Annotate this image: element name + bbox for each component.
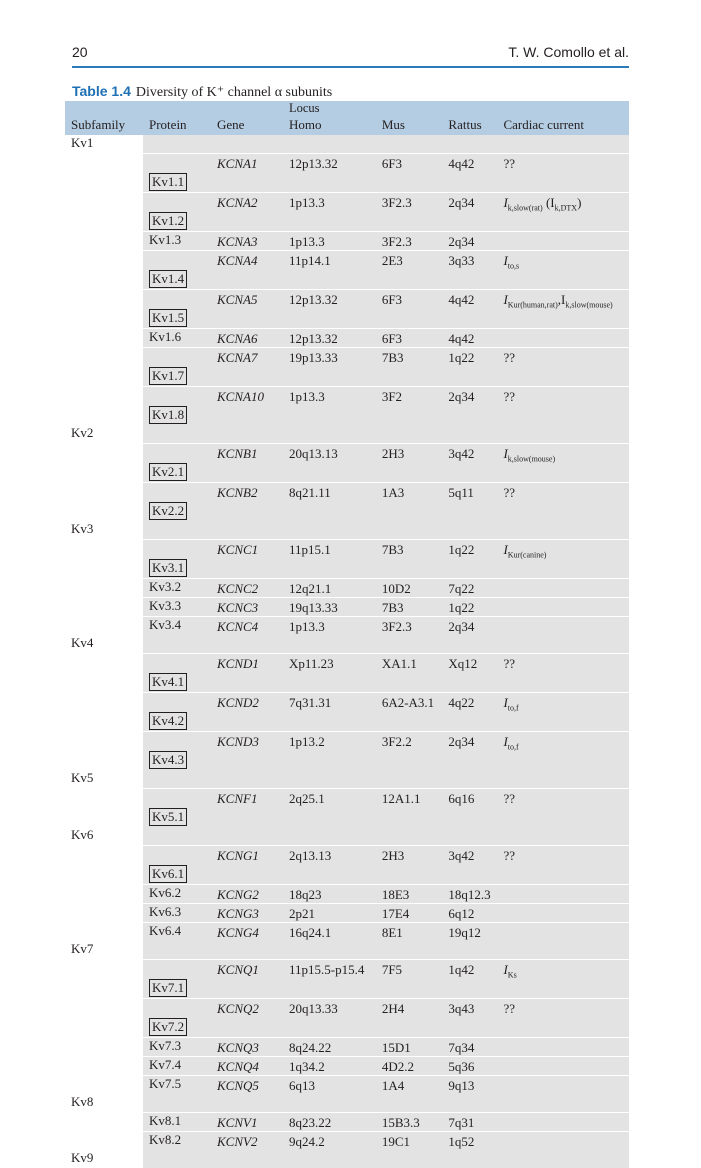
gene-symbol: KCNA5	[217, 292, 258, 307]
gene-symbol: KCNQ5	[217, 1078, 259, 1093]
mus-locus: XA1.1	[381, 656, 417, 671]
column-header: Homo	[283, 117, 376, 135]
cardiac-current	[497, 329, 629, 348]
protein-name: Kv1.4	[149, 270, 187, 288]
mus-locus: 6F3	[381, 292, 403, 307]
subfamily-label: Kv5	[65, 770, 143, 789]
gene-symbol: KCNA2	[217, 195, 258, 210]
gene-symbol: KCNA4	[217, 253, 258, 268]
gene-symbol: KCNG2	[217, 887, 259, 902]
rattus-locus: 4q42	[448, 292, 475, 307]
rattus-locus: 5q11	[448, 485, 474, 500]
table-row	[65, 923, 629, 942]
mus-locus: 19C1	[381, 1134, 410, 1149]
gene-symbol: KCNF1	[217, 791, 258, 806]
table-label: Table 1.4	[72, 83, 131, 99]
gene-symbol: KCNA10	[217, 389, 264, 404]
rattus-locus: 3q43	[448, 1001, 475, 1016]
gene-symbol: KCNC4	[217, 619, 259, 634]
rattus-locus: 2q34	[448, 234, 475, 249]
cardiac-current: $I_{Kur(canine)}$	[497, 540, 629, 579]
cardiac-current: ??	[497, 387, 629, 426]
table-row	[65, 885, 629, 904]
table-row	[65, 617, 629, 636]
subfamily-row	[65, 770, 629, 789]
protein-name: Kv1.8	[149, 406, 187, 424]
homo-locus: 1p13.3	[289, 195, 325, 210]
cardiac-current: $I_{k,slow(rat)}$ $(I_{k,DTX})$	[497, 193, 629, 232]
page-number: 20	[72, 44, 88, 60]
header-rule	[72, 66, 629, 68]
homo-locus: 9q24.2	[289, 1134, 325, 1149]
table-caption	[72, 83, 332, 101]
subfamily-row	[65, 135, 629, 154]
table-row	[65, 193, 629, 232]
protein-name: Kv5.1	[149, 808, 187, 826]
homo-locus: 1p13.3	[289, 389, 325, 404]
rattus-locus: 5q36	[448, 1059, 475, 1074]
mus-locus: 7B3	[381, 542, 404, 557]
page-header	[0, 0, 701, 70]
rattus-locus: 3q42	[448, 446, 475, 461]
homo-locus: 8q24.22	[289, 1040, 332, 1055]
mus-locus: 3F2.2	[381, 734, 412, 749]
homo-locus: 20q13.33	[289, 1001, 338, 1016]
gene-symbol: KCND1	[217, 656, 259, 671]
rattus-locus: 9q13	[448, 1078, 475, 1093]
cardiac-current	[497, 1057, 629, 1076]
cardiac-current: $I_{to,s}$	[497, 251, 629, 290]
gene-symbol: KCNA1	[217, 156, 258, 171]
rattus-locus: 2q34	[448, 734, 475, 749]
table-header-row	[65, 117, 629, 135]
protein-name: Kv1.6	[149, 329, 182, 344]
homo-locus: 8q23.22	[289, 1115, 332, 1130]
rattus-locus: 19q12	[448, 925, 481, 940]
cardiac-current	[497, 617, 629, 636]
mus-locus: 3F2.3	[381, 234, 412, 249]
gene-symbol: KCNQ3	[217, 1040, 259, 1055]
gene-symbol: KCND3	[217, 734, 259, 749]
subfamily-label: Kv7	[65, 941, 143, 960]
gene-symbol: KCNC2	[217, 581, 259, 596]
cardiac-current: ??	[497, 789, 629, 828]
column-header: Subfamily	[65, 117, 143, 135]
gene-symbol: KCNV1	[217, 1115, 258, 1130]
cardiac-current	[497, 1076, 629, 1095]
protein-name: Kv7.4	[149, 1057, 182, 1072]
cardiac-current: $I_{to,f}$	[497, 732, 629, 771]
mus-locus: 8E1	[381, 925, 403, 940]
protein-name: Kv1.2	[149, 212, 187, 230]
table-row	[65, 232, 629, 251]
table-body	[65, 135, 629, 1168]
cardiac-current: ??	[497, 654, 629, 693]
protein-name: Kv8.1	[149, 1113, 182, 1128]
table-row	[65, 387, 629, 426]
homo-locus: 12q21.1	[289, 581, 332, 596]
homo-locus: 1p13.2	[289, 734, 325, 749]
mus-locus: 15B3.3	[381, 1115, 420, 1130]
protein-name: Kv4.2	[149, 712, 187, 730]
rattus-locus: 1q42	[448, 962, 475, 977]
mus-locus: 3F2.3	[381, 619, 412, 634]
gene-symbol: KCNQ4	[217, 1059, 259, 1074]
subfamily-label: Kv4	[65, 635, 143, 654]
rattus-locus: 2q34	[448, 619, 475, 634]
gene-symbol: KCNB2	[217, 485, 258, 500]
table-row	[65, 960, 629, 999]
mus-locus: 3F2	[381, 389, 403, 404]
subfamily-row	[65, 521, 629, 540]
mus-locus: 6F3	[381, 156, 403, 171]
table-row	[65, 693, 629, 732]
cardiac-current	[497, 923, 629, 942]
rattus-locus: 2q34	[448, 389, 475, 404]
rattus-locus: Xq12	[448, 656, 478, 671]
gene-symbol: KCNG1	[217, 848, 259, 863]
gene-symbol: KCNQ2	[217, 1001, 259, 1016]
mus-locus: 2H3	[381, 446, 405, 461]
table-row	[65, 1057, 629, 1076]
cardiac-current	[497, 885, 629, 904]
homo-locus: 12p13.32	[289, 331, 338, 346]
mus-locus: 3F2.3	[381, 195, 412, 210]
protein-name: Kv3.4	[149, 617, 182, 632]
rattus-locus: 4q22	[448, 695, 475, 710]
subfamily-label: Kv3	[65, 521, 143, 540]
rattus-locus: 6q12	[448, 906, 475, 921]
table-row	[65, 251, 629, 290]
mus-locus: 7B3	[381, 600, 404, 615]
gene-symbol: KCNA3	[217, 234, 258, 249]
subfamily-label: Kv6	[65, 827, 143, 846]
cardiac-current: ??	[497, 154, 629, 193]
cardiac-current: $I_{Kur(human,rat)},I_{k,slow(mouse)}$	[497, 290, 629, 329]
gene-symbol: KCNC1	[217, 542, 259, 557]
protein-name: Kv7.1	[149, 979, 187, 997]
homo-locus: 11p15.5-p15.4	[289, 962, 365, 977]
mus-locus: 2H3	[381, 848, 405, 863]
subfamily-row	[65, 635, 629, 654]
homo-locus: 18q23	[289, 887, 322, 902]
protein-name: Kv2.1	[149, 463, 187, 481]
table-row	[65, 904, 629, 923]
subfamily-row	[65, 941, 629, 960]
homo-locus: 12p13.32	[289, 292, 338, 307]
table-row	[65, 999, 629, 1038]
protein-name: Kv8.2	[149, 1132, 182, 1147]
protein-name: Kv7.2	[149, 1018, 187, 1036]
column-header: Rattus	[442, 117, 497, 135]
rattus-locus: 6q16	[448, 791, 475, 806]
protein-name: Kv1.1	[149, 173, 187, 191]
homo-locus: 12p13.32	[289, 156, 338, 171]
table-row	[65, 654, 629, 693]
table-row	[65, 598, 629, 617]
cardiac-current: ??	[497, 846, 629, 885]
homo-locus: 1p13.3	[289, 234, 325, 249]
protein-name: Kv6.2	[149, 885, 182, 900]
protein-name: Kv1.5	[149, 309, 187, 327]
protein-name: Kv7.5	[149, 1076, 182, 1091]
homo-locus: 8q21.11	[289, 485, 331, 500]
homo-locus: 6q13	[289, 1078, 315, 1093]
homo-locus: 2q13.13	[289, 848, 332, 863]
homo-locus: 7q31.31	[289, 695, 332, 710]
cardiac-current	[497, 1132, 629, 1151]
rattus-locus: 3q42	[448, 848, 475, 863]
gene-symbol: KCNA7	[217, 350, 258, 365]
table-row	[65, 1038, 629, 1057]
homo-locus: Xp11.23	[289, 656, 334, 671]
subfamily-label: Kv1	[65, 135, 143, 154]
subfamily-label: Kv2	[65, 425, 143, 444]
protein-name: Kv4.3	[149, 751, 187, 769]
table-row	[65, 789, 629, 828]
subfamily-row	[65, 425, 629, 444]
cardiac-current	[497, 598, 629, 617]
cardiac-current	[497, 579, 629, 598]
mus-locus: 18E3	[381, 887, 410, 902]
table-row	[65, 1132, 629, 1151]
mus-locus: 2E3	[381, 253, 403, 268]
protein-name: Kv1.7	[149, 367, 187, 385]
mus-locus: 1A3	[381, 485, 405, 500]
cardiac-current	[497, 904, 629, 923]
homo-locus: 19p13.33	[289, 350, 338, 365]
rattus-locus: 1q22	[448, 600, 475, 615]
rattus-locus: 1q22	[448, 350, 475, 365]
rattus-locus: 7q31	[448, 1115, 475, 1130]
cardiac-current	[497, 1038, 629, 1057]
homo-locus: 20q13.13	[289, 446, 338, 461]
gene-symbol: KCNA6	[217, 331, 258, 346]
table-title: Diversity of K⁺ channel α subunits	[135, 85, 333, 100]
table-row	[65, 732, 629, 771]
subfamily-label: Kv8	[65, 1094, 143, 1113]
table-row	[65, 483, 629, 522]
table-row	[65, 1113, 629, 1132]
gene-symbol: KCNG4	[217, 925, 259, 940]
cardiac-current: ??	[497, 483, 629, 522]
gene-symbol: KCNC3	[217, 600, 259, 615]
table-row	[65, 329, 629, 348]
mus-locus: 1A4	[381, 1078, 405, 1093]
subfamily-label: Kv9	[65, 1150, 143, 1168]
table-row	[65, 846, 629, 885]
table-row	[65, 540, 629, 579]
table-group-header-row	[65, 101, 629, 117]
gene-symbol: KCND2	[217, 695, 259, 710]
gene-symbol: KCNB1	[217, 446, 258, 461]
cardiac-current	[497, 232, 629, 251]
rattus-locus: 7q22	[448, 581, 475, 596]
column-header: Gene	[211, 117, 283, 135]
cardiac-current: $I_{to,f}$	[497, 693, 629, 732]
rattus-locus: 1q22	[448, 542, 475, 557]
rattus-locus: 2q34	[448, 195, 475, 210]
locus-header: Locus	[283, 101, 497, 117]
protein-name: Kv6.4	[149, 923, 182, 938]
protein-name: Kv1.3	[149, 232, 182, 247]
table-row	[65, 1076, 629, 1095]
mus-locus: 2H4	[381, 1001, 405, 1016]
protein-name: Kv4.1	[149, 673, 187, 691]
mus-locus: 12A1.1	[381, 791, 421, 806]
mus-locus: 7B3	[381, 350, 404, 365]
mus-locus: 7F5	[381, 962, 403, 977]
mus-locus: 6F3	[381, 331, 403, 346]
cardiac-current: ??	[497, 999, 629, 1038]
rattus-locus: 4q42	[448, 156, 475, 171]
table-row	[65, 579, 629, 598]
gene-symbol: KCNQ1	[217, 962, 259, 977]
homo-locus: 1p13.3	[289, 619, 325, 634]
cardiac-current: $I_{Ks}$	[497, 960, 629, 999]
mus-locus: 10D2	[381, 581, 411, 596]
gene-symbol: KCNV2	[217, 1134, 258, 1149]
kv-subunit-table	[65, 101, 629, 1168]
table-row	[65, 154, 629, 193]
protein-name: Kv3.1	[149, 559, 187, 577]
protein-name: Kv7.3	[149, 1038, 182, 1053]
column-header: Mus	[376, 117, 443, 135]
protein-name: Kv6.3	[149, 904, 182, 919]
homo-locus: 16q24.1	[289, 925, 332, 940]
cardiac-current	[497, 1113, 629, 1132]
subfamily-row	[65, 1094, 629, 1113]
table-row	[65, 444, 629, 483]
homo-locus: 1q34.2	[289, 1059, 325, 1074]
mus-locus: 6A2-A3.1	[381, 695, 435, 710]
cardiac-current: ??	[497, 348, 629, 387]
protein-name: Kv3.3	[149, 598, 182, 613]
homo-locus: 2p21	[289, 906, 315, 921]
column-header: Cardiac current	[497, 117, 629, 135]
subfamily-row	[65, 827, 629, 846]
table-row	[65, 290, 629, 329]
cardiac-current: $I_{k,slow(mouse)}$	[497, 444, 629, 483]
table-row	[65, 348, 629, 387]
homo-locus: 11p14.1	[289, 253, 331, 268]
homo-locus: 2q25.1	[289, 791, 325, 806]
subfamily-row	[65, 1150, 629, 1168]
rattus-locus: 18q12.3	[448, 887, 491, 902]
homo-locus: 11p15.1	[289, 542, 331, 557]
rattus-locus: 7q34	[448, 1040, 475, 1055]
rattus-locus: 3q33	[448, 253, 475, 268]
rattus-locus: 4q42	[448, 331, 475, 346]
mus-locus: 4D2.2	[381, 1059, 414, 1074]
mus-locus: 17E4	[381, 906, 410, 921]
homo-locus: 19q13.33	[289, 600, 338, 615]
protein-name: Kv3.2	[149, 579, 182, 594]
protein-name: Kv6.1	[149, 865, 187, 883]
mus-locus: 15D1	[381, 1040, 411, 1055]
column-header: Protein	[143, 117, 211, 135]
running-head: T. W. Comollo et al.	[508, 44, 629, 60]
gene-symbol: KCNG3	[217, 906, 259, 921]
rattus-locus: 1q52	[448, 1134, 475, 1149]
protein-name: Kv2.2	[149, 502, 187, 520]
